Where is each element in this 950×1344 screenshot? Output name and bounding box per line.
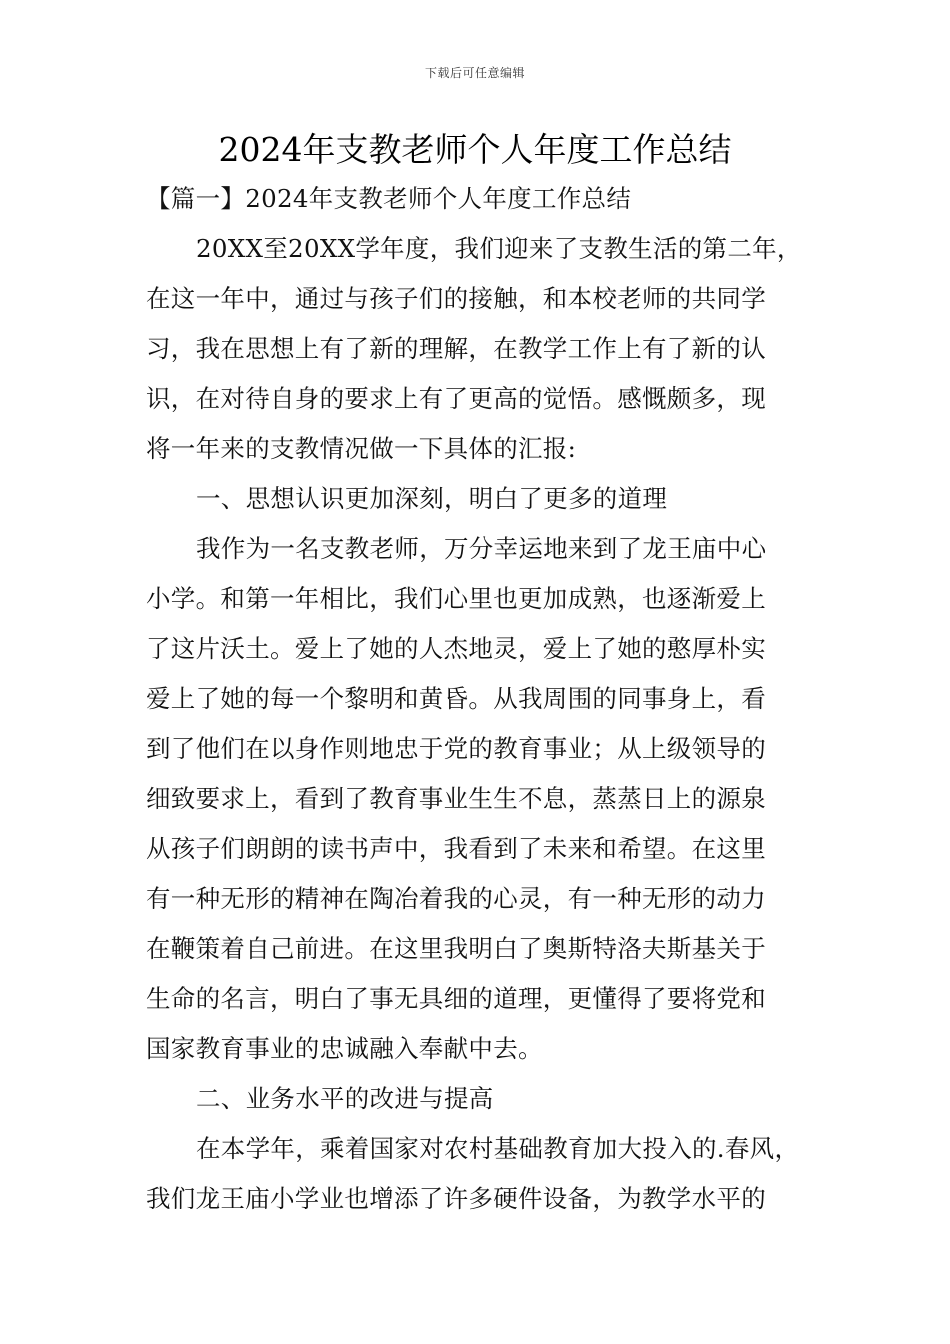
paragraph-line: 20XX至20XX学年度，我们迎来了支教生活的第二年， (196, 234, 802, 263)
paragraph-line: 有一种无形的精神在陶冶着我的心灵，有一种无形的动力 (146, 884, 766, 913)
document-title: 2024年支教老师个人年度工作总结 (218, 130, 732, 169)
paragraph-line: 识，在对待自身的要求上有了更高的觉悟。感慨颇多，现 (146, 384, 766, 413)
header-note: 下载后可任意编辑 (424, 66, 525, 80)
paragraph-line: 在这一年中，通过与孩子们的接触，和本校老师的共同学 (146, 284, 766, 313)
paragraph-line: 将一年来的支教情况做一下具体的汇报: (146, 434, 577, 463)
section-heading: 一、思想认识更加深刻，明白了更多的道理 (196, 484, 668, 513)
paragraph-line: 国家教育事业的忠诚融入奉献中去。 (146, 1034, 543, 1063)
paragraph-line: 从孩子们朗朗的读书声中，我看到了未来和希望。在这里 (146, 834, 766, 863)
paragraph-line: 在鞭策着自己前进。在这里我明白了奥斯特洛夫斯基关于 (146, 934, 766, 963)
paragraph-line: 在本学年，乘着国家对农村基础教育加大投入的.春风， (196, 1134, 800, 1163)
paragraph-line: 我们龙王庙小学业也增添了许多硬件设备，为教学水平的 (146, 1184, 766, 1213)
paragraph-line: 我作为一名支教老师，万分幸运地来到了龙王庙中心 (196, 534, 767, 563)
paragraph-line: 爱上了她的每一个黎明和黄昏。从我周围的同事身上，看 (146, 684, 766, 713)
paragraph-line: 小学。和第一年相比，我们心里也更加成熟，也逐渐爱上 (146, 584, 766, 613)
section-label: 【篇一】2024年支教老师个人年度工作总结 (146, 184, 632, 213)
document-body (146, 181, 826, 1231)
paragraph-line: 生命的名言，明白了事无具细的道理，更懂得了要将党和 (146, 984, 766, 1013)
paragraph-line: 了这片沃土。爱上了她的人杰地灵，爱上了她的憨厚朴实 (146, 634, 766, 663)
paragraph-line: 习，我在思想上有了新的理解，在教学工作上有了新的认 (146, 334, 766, 363)
section-heading: 二、业务水平的改进与提高 (196, 1084, 494, 1113)
paragraph-line: 细致要求上，看到了教育事业生生不息，蒸蒸日上的源泉 (146, 784, 766, 813)
paragraph-line: 到了他们在以身作则地忠于党的教育事业；从上级领导的 (146, 734, 766, 763)
